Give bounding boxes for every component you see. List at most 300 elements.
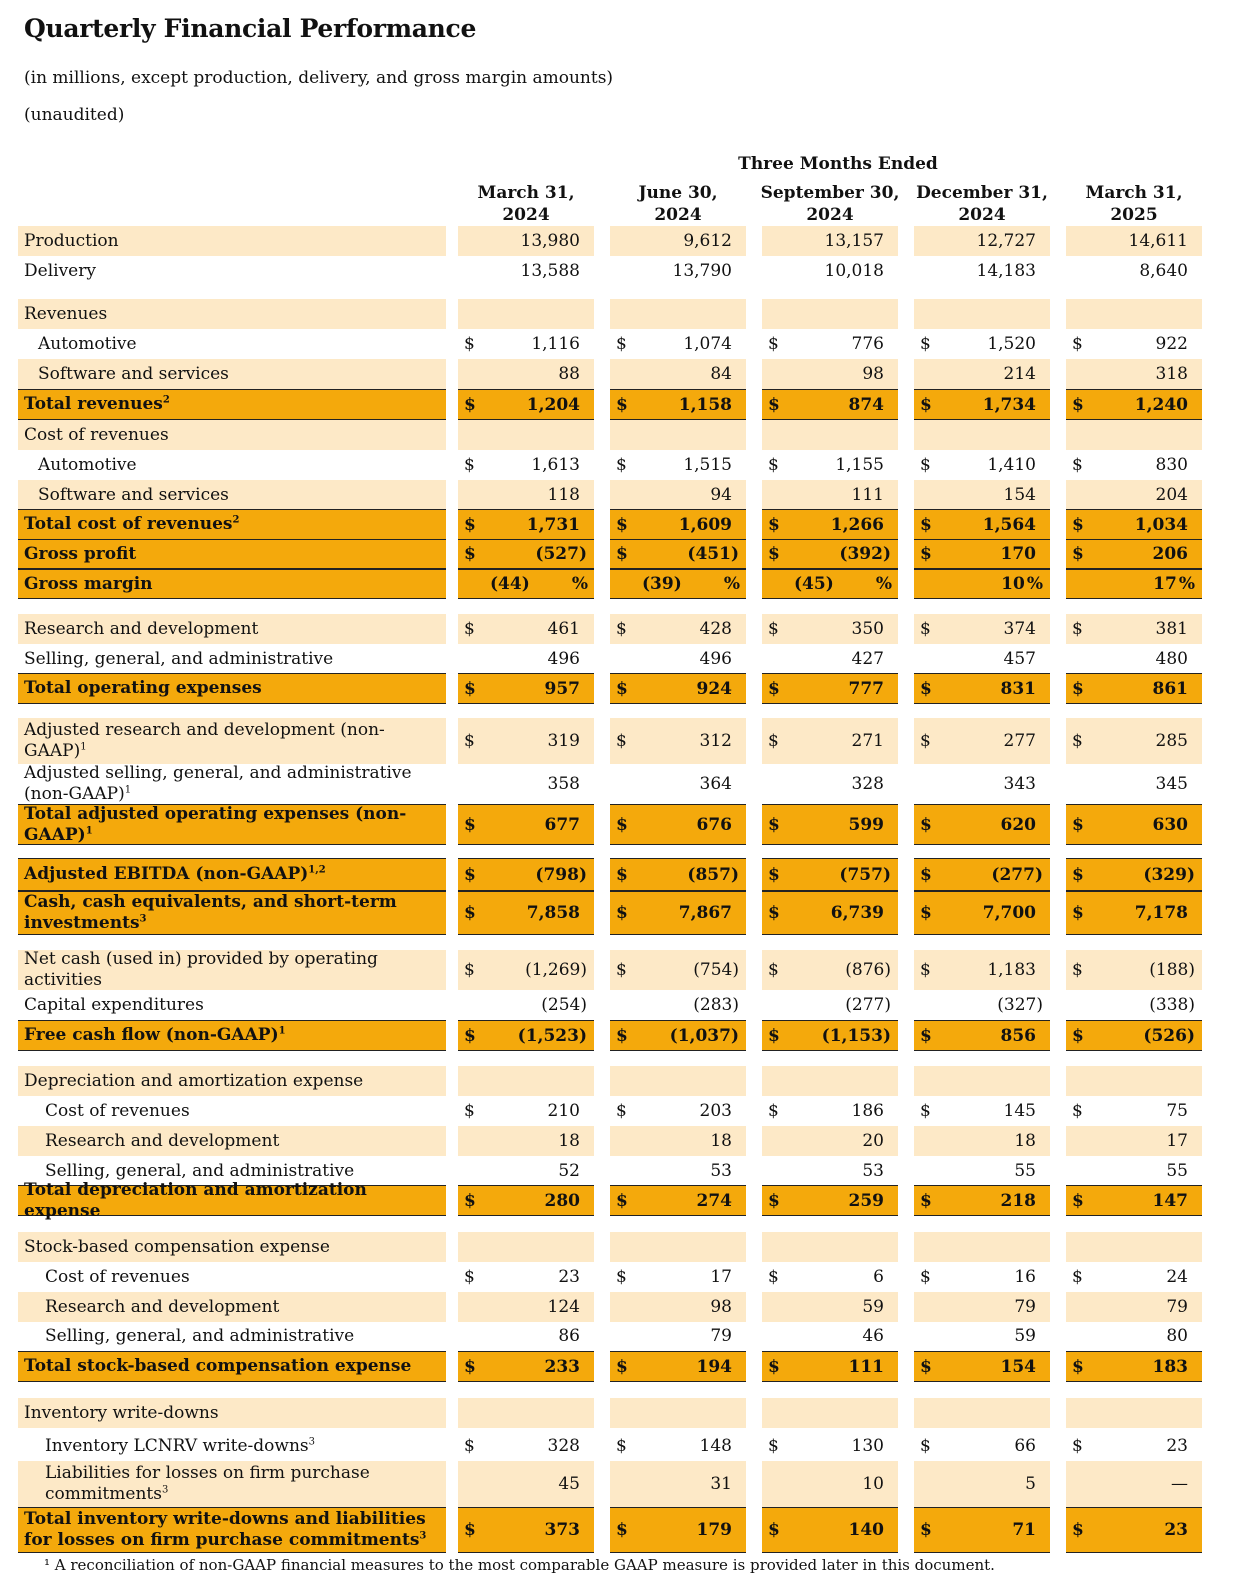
column-header bbox=[906, 182, 1058, 226]
table-row bbox=[0, 226, 1234, 256]
dollar-sign: $ bbox=[920, 1190, 932, 1211]
value-cell bbox=[914, 1096, 1050, 1126]
page-title: Quarterly Financial Performance bbox=[24, 14, 477, 43]
value-number: 59 bbox=[1014, 1326, 1036, 1346]
dollar-sign: $ bbox=[920, 1025, 932, 1046]
dollar-sign: $ bbox=[1072, 394, 1084, 415]
row-label bbox=[18, 420, 446, 450]
value-number: 776 bbox=[851, 334, 884, 354]
value-cell bbox=[914, 226, 1050, 256]
value-number: 18 bbox=[558, 1131, 580, 1151]
row-label bbox=[18, 1431, 446, 1461]
row-label-text: Cost of revenues bbox=[45, 1100, 190, 1121]
dollar-sign: $ bbox=[616, 334, 627, 354]
row-label-text: Total operating expenses bbox=[24, 678, 262, 698]
row-label-text: Research and development bbox=[45, 1130, 280, 1151]
row-label bbox=[18, 764, 446, 804]
dollar-sign: $ bbox=[920, 1436, 931, 1456]
dollar-sign: $ bbox=[1072, 731, 1083, 751]
dollar-sign: $ bbox=[920, 731, 931, 751]
row-label-text: Free cash flow (non-GAAP) bbox=[24, 1025, 279, 1045]
value-number: 80 bbox=[1166, 1326, 1188, 1346]
value-number: 18 bbox=[710, 1131, 732, 1151]
value-cell bbox=[914, 1156, 1050, 1186]
row-label bbox=[18, 256, 446, 286]
footnote-marker: 1 bbox=[85, 824, 93, 836]
dollar-sign: $ bbox=[616, 544, 628, 564]
footnote-marker: 1 bbox=[80, 741, 87, 753]
value-number: 1,155 bbox=[835, 455, 884, 475]
dollar-sign: $ bbox=[1072, 1436, 1083, 1456]
value-cell bbox=[1066, 569, 1202, 599]
dollar-sign: $ bbox=[616, 619, 627, 639]
dollar-sign: $ bbox=[464, 619, 475, 639]
value-number: (526) bbox=[1143, 1025, 1195, 1046]
value-cell bbox=[458, 1126, 594, 1156]
value-number: 676 bbox=[696, 814, 732, 835]
value-cell bbox=[610, 539, 746, 569]
row-label-text: Liabilities for losses on firm purchase commitments bbox=[45, 1463, 370, 1504]
value-cell bbox=[762, 450, 898, 480]
value-cell bbox=[762, 1398, 898, 1428]
value-number: 14,183 bbox=[976, 261, 1036, 281]
table-row bbox=[0, 891, 1234, 935]
value-number: 218 bbox=[1000, 1190, 1036, 1211]
row-label bbox=[18, 480, 446, 510]
value-number: 203 bbox=[699, 1101, 732, 1121]
column-header-date: March 31, bbox=[1085, 183, 1183, 203]
column-header-date: September 30, bbox=[760, 183, 900, 203]
dollar-sign: $ bbox=[616, 1025, 628, 1046]
value-number: 118 bbox=[547, 485, 580, 505]
row-label-text: Total inventory write-downs and liabilities for losses on firm purchase commitments bbox=[24, 1509, 426, 1550]
value-cell bbox=[762, 1066, 898, 1096]
value-cell bbox=[914, 1431, 1050, 1461]
value-cell bbox=[914, 450, 1050, 480]
dollar-sign: $ bbox=[920, 514, 932, 535]
value-number: (754) bbox=[693, 960, 739, 980]
value-cell bbox=[762, 1461, 898, 1507]
row-label bbox=[18, 1179, 446, 1221]
value-number: 79 bbox=[1166, 1297, 1188, 1317]
footnote: ¹ A reconciliation of non-GAAP financial measures to the most comparable GAAP measure is provided later in this document. bbox=[44, 1556, 995, 1574]
dollar-sign: $ bbox=[464, 814, 476, 835]
value-cell bbox=[1066, 256, 1202, 286]
value-number: 6 bbox=[873, 1267, 884, 1287]
value-cell bbox=[1066, 644, 1202, 674]
column-header bbox=[602, 182, 754, 226]
dollar-sign: $ bbox=[768, 903, 780, 923]
dollar-sign: $ bbox=[920, 1101, 931, 1121]
value-number: 7,858 bbox=[526, 903, 580, 923]
value-cell bbox=[458, 299, 594, 329]
dollar-sign: $ bbox=[616, 1190, 628, 1211]
table-row bbox=[0, 389, 1234, 420]
dollar-sign: $ bbox=[768, 1190, 780, 1211]
value-number: (392) bbox=[839, 544, 891, 564]
dollar-sign: $ bbox=[1072, 544, 1084, 564]
value-cell bbox=[1066, 420, 1202, 450]
value-number: 53 bbox=[710, 1161, 732, 1181]
value-cell bbox=[762, 329, 898, 359]
value-number: 1,158 bbox=[678, 394, 732, 415]
value-number: 46 bbox=[862, 1326, 884, 1346]
row-label bbox=[18, 1351, 446, 1382]
row-label bbox=[18, 539, 446, 569]
value-number: (876) bbox=[845, 960, 891, 980]
value-number: 677 bbox=[544, 814, 580, 835]
row-label bbox=[18, 1507, 446, 1553]
value-number: 924 bbox=[696, 678, 732, 699]
value-cell bbox=[762, 509, 898, 540]
value-cell bbox=[610, 359, 746, 389]
row-label bbox=[18, 858, 446, 891]
value-cell bbox=[762, 389, 898, 420]
table-row bbox=[0, 450, 1234, 480]
dollar-sign: $ bbox=[616, 731, 627, 751]
value-number: 6,739 bbox=[830, 903, 884, 923]
value-cell bbox=[914, 1126, 1050, 1156]
value-cell bbox=[762, 1185, 898, 1216]
dollar-sign: $ bbox=[768, 1436, 779, 1456]
value-cell bbox=[458, 1185, 594, 1216]
value-cell bbox=[458, 1262, 594, 1292]
row-label-text: Adjusted research and development (non-GAAP) bbox=[24, 720, 385, 761]
value-cell bbox=[610, 673, 746, 704]
value-number: (277) bbox=[991, 864, 1043, 885]
table-row bbox=[0, 1020, 1234, 1051]
table-row bbox=[0, 1398, 1234, 1428]
row-label bbox=[18, 329, 446, 359]
column-header-date: March 31, bbox=[477, 183, 575, 203]
value-number: 8,640 bbox=[1139, 261, 1188, 281]
value-cell bbox=[1066, 990, 1202, 1020]
dollar-sign: $ bbox=[920, 864, 932, 885]
value-cell bbox=[762, 226, 898, 256]
dollar-sign: $ bbox=[1072, 960, 1083, 980]
row-label-text: Total adjusted operating expenses (non-GAAP) bbox=[24, 803, 407, 845]
value-number: 233 bbox=[544, 1356, 580, 1377]
value-cell bbox=[1066, 1292, 1202, 1322]
value-number: 194 bbox=[696, 1356, 732, 1377]
value-cell bbox=[610, 614, 746, 644]
value-number: (327) bbox=[997, 995, 1043, 1015]
dollar-sign: $ bbox=[920, 619, 931, 639]
value-number: (329) bbox=[1143, 864, 1195, 885]
value-cell bbox=[762, 1292, 898, 1322]
value-number: 345 bbox=[1155, 774, 1188, 794]
row-label bbox=[18, 569, 446, 599]
value-number: 1,609 bbox=[678, 514, 732, 535]
footnote-marker: 1 bbox=[124, 784, 132, 796]
row-label-text: Cost of revenues bbox=[24, 424, 169, 445]
value-number: 496 bbox=[547, 649, 580, 669]
value-number: 75 bbox=[1166, 1101, 1188, 1121]
dollar-sign: $ bbox=[616, 394, 628, 415]
dollar-sign: $ bbox=[1072, 864, 1084, 885]
value-cell bbox=[914, 1461, 1050, 1507]
value-cell bbox=[610, 509, 746, 540]
value-cell bbox=[762, 299, 898, 329]
column-header bbox=[450, 182, 602, 226]
value-cell bbox=[458, 718, 594, 764]
row-label-text: Total revenues bbox=[24, 394, 163, 414]
percent-value bbox=[1001, 570, 1043, 598]
value-cell bbox=[914, 569, 1050, 599]
dollar-sign: $ bbox=[464, 1267, 475, 1287]
value-number: 1,564 bbox=[982, 514, 1036, 535]
value-cell bbox=[1066, 891, 1202, 935]
value-number: 88 bbox=[558, 364, 580, 384]
value-cell bbox=[1066, 1507, 1202, 1553]
dollar-sign: $ bbox=[464, 334, 475, 354]
value-cell bbox=[762, 1156, 898, 1186]
value-cell bbox=[610, 718, 746, 764]
value-cell bbox=[762, 614, 898, 644]
value-cell bbox=[610, 1096, 746, 1126]
value-number: 13,980 bbox=[520, 231, 580, 251]
value-number: (1,037) bbox=[669, 1025, 739, 1046]
value-cell bbox=[1066, 1066, 1202, 1096]
value-number: 274 bbox=[696, 1190, 732, 1211]
table-row bbox=[0, 1262, 1234, 1292]
value-number: 343 bbox=[1003, 774, 1036, 794]
value-cell bbox=[762, 673, 898, 704]
value-number: 24 bbox=[1166, 1267, 1188, 1287]
dollar-sign: $ bbox=[464, 960, 475, 980]
footnote-marker: 1 bbox=[278, 1025, 286, 1037]
value-number: 373 bbox=[544, 1520, 580, 1540]
value-number: 53 bbox=[862, 1161, 884, 1181]
value-cell bbox=[914, 950, 1050, 990]
dollar-sign: $ bbox=[768, 678, 780, 699]
row-label-text: Gross profit bbox=[24, 543, 137, 564]
value-cell bbox=[914, 1398, 1050, 1428]
value-cell bbox=[914, 1321, 1050, 1351]
table-row bbox=[0, 569, 1234, 599]
value-cell bbox=[458, 1156, 594, 1186]
value-number: 1,613 bbox=[531, 455, 580, 475]
value-cell bbox=[1066, 509, 1202, 540]
value-cell bbox=[1066, 1262, 1202, 1292]
value-cell bbox=[458, 539, 594, 569]
value-number: 1,410 bbox=[987, 455, 1036, 475]
table-row bbox=[0, 1321, 1234, 1351]
value-number: 1,034 bbox=[1134, 514, 1188, 535]
value-cell bbox=[914, 673, 1050, 704]
value-number: 427 bbox=[851, 649, 884, 669]
row-label bbox=[18, 1096, 446, 1126]
value-cell bbox=[762, 718, 898, 764]
value-number: 259 bbox=[848, 1190, 884, 1211]
value-number: 428 bbox=[699, 619, 732, 639]
value-cell bbox=[1066, 1156, 1202, 1186]
row-label-text: Revenues bbox=[24, 303, 108, 324]
dollar-sign: $ bbox=[1072, 1356, 1084, 1377]
column-header-year: 2024 bbox=[806, 205, 854, 225]
value-number: 31 bbox=[710, 1474, 732, 1494]
value-number: 1,266 bbox=[830, 514, 884, 535]
row-label bbox=[18, 509, 446, 540]
table-row bbox=[0, 539, 1234, 569]
row-label-text: Automotive bbox=[38, 454, 137, 475]
value-number: 271 bbox=[851, 731, 884, 751]
value-cell bbox=[762, 539, 898, 569]
table-row bbox=[0, 1351, 1234, 1382]
column-header-year: 2024 bbox=[502, 205, 550, 225]
value-number: 23 bbox=[558, 1267, 580, 1287]
value-cell bbox=[1066, 1020, 1202, 1051]
value-number: 461 bbox=[547, 619, 580, 639]
table-row bbox=[0, 1232, 1234, 1262]
value-number: 210 bbox=[547, 1101, 580, 1121]
value-cell bbox=[914, 718, 1050, 764]
value-cell bbox=[610, 804, 746, 845]
value-cell bbox=[610, 1351, 746, 1382]
dollar-sign: $ bbox=[616, 864, 628, 885]
row-label-text: Adjusted selling, general, and administrative (non-GAAP) bbox=[24, 763, 412, 804]
table-row bbox=[0, 858, 1234, 891]
value-number: 874 bbox=[848, 394, 884, 415]
value-number: 1,116 bbox=[531, 334, 580, 354]
value-number: 154 bbox=[1003, 485, 1036, 505]
dollar-sign: $ bbox=[768, 1101, 779, 1121]
row-label bbox=[18, 1262, 446, 1292]
dollar-sign: $ bbox=[768, 619, 779, 639]
value-cell bbox=[1066, 480, 1202, 510]
value-cell bbox=[762, 1262, 898, 1292]
dollar-sign: $ bbox=[768, 1025, 780, 1046]
row-label-text: Total depreciation and amortization expense bbox=[24, 1179, 367, 1221]
value-cell bbox=[458, 858, 594, 891]
value-cell bbox=[458, 804, 594, 845]
dollar-sign: $ bbox=[768, 864, 780, 885]
value-number: 179 bbox=[696, 1520, 732, 1540]
column-header-year: 2025 bbox=[1110, 205, 1158, 225]
value-cell bbox=[914, 858, 1050, 891]
dollar-sign: $ bbox=[768, 394, 780, 415]
value-cell bbox=[458, 1321, 594, 1351]
value-cell bbox=[458, 1431, 594, 1461]
row-label-text: Research and development bbox=[45, 1296, 280, 1317]
value-cell bbox=[610, 950, 746, 990]
value-number: 457 bbox=[1003, 649, 1036, 669]
value-cell bbox=[762, 420, 898, 450]
value-number: 12,727 bbox=[976, 231, 1036, 251]
dollar-sign: $ bbox=[616, 903, 628, 923]
value-number: 52 bbox=[558, 1161, 580, 1181]
dollar-sign: $ bbox=[768, 1267, 779, 1287]
value-cell bbox=[610, 990, 746, 1020]
dollar-sign: $ bbox=[1072, 1025, 1084, 1046]
dollar-sign: $ bbox=[1072, 1520, 1084, 1540]
value-cell bbox=[914, 614, 1050, 644]
table-row bbox=[0, 673, 1234, 704]
value-number: 17 bbox=[1153, 574, 1177, 594]
row-label-text: Adjusted EBITDA (non-GAAP) bbox=[24, 864, 309, 884]
value-number: 98 bbox=[710, 1297, 732, 1317]
row-label-text: Automotive bbox=[38, 333, 137, 354]
table-row bbox=[0, 509, 1234, 540]
value-number: 957 bbox=[544, 678, 580, 699]
row-label-text: Cost of revenues bbox=[45, 1266, 190, 1287]
value-cell bbox=[914, 990, 1050, 1020]
value-number: (45) bbox=[794, 574, 834, 594]
value-number: 620 bbox=[1000, 814, 1036, 835]
footnote-marker: 2 bbox=[162, 394, 170, 406]
value-cell bbox=[610, 1507, 746, 1553]
value-number: 10 bbox=[862, 1474, 884, 1494]
value-number: 124 bbox=[547, 1297, 580, 1317]
value-cell bbox=[610, 1262, 746, 1292]
row-label bbox=[18, 1461, 446, 1507]
dollar-sign: $ bbox=[464, 455, 475, 475]
value-cell bbox=[1066, 764, 1202, 804]
value-cell bbox=[1066, 450, 1202, 480]
value-cell bbox=[610, 764, 746, 804]
value-cell bbox=[762, 569, 898, 599]
row-label-text: Software and services bbox=[38, 484, 229, 505]
dollar-sign: $ bbox=[920, 1356, 932, 1377]
value-cell bbox=[1066, 858, 1202, 891]
dollar-sign: $ bbox=[920, 455, 931, 475]
dollar-sign: $ bbox=[1072, 1190, 1084, 1211]
value-cell bbox=[458, 226, 594, 256]
row-label-text: Delivery bbox=[24, 260, 96, 281]
value-cell bbox=[458, 644, 594, 674]
dollar-sign: $ bbox=[768, 544, 780, 564]
value-cell bbox=[762, 891, 898, 935]
row-label bbox=[18, 804, 446, 845]
row-label-text: Gross margin bbox=[24, 573, 153, 594]
value-cell bbox=[914, 1020, 1050, 1051]
value-cell bbox=[458, 673, 594, 704]
dollar-sign: $ bbox=[768, 814, 780, 835]
row-label-text: Cash, cash equivalents, and short-term investments bbox=[24, 892, 397, 933]
value-cell bbox=[762, 950, 898, 990]
value-cell bbox=[1066, 1431, 1202, 1461]
percent-sign: % bbox=[723, 574, 740, 594]
row-label-text: Software and services bbox=[38, 363, 229, 384]
table-row bbox=[0, 1096, 1234, 1126]
value-number: 20 bbox=[862, 1131, 884, 1151]
value-cell bbox=[458, 420, 594, 450]
value-cell bbox=[458, 389, 594, 420]
units-subtitle: (in millions, except production, delivery, and gross margin amounts) bbox=[24, 68, 614, 88]
value-cell bbox=[762, 990, 898, 1020]
value-number: 94 bbox=[710, 485, 732, 505]
value-number: 1,520 bbox=[987, 334, 1036, 354]
value-cell bbox=[1066, 950, 1202, 990]
value-cell bbox=[458, 1096, 594, 1126]
value-number: 277 bbox=[1003, 731, 1036, 751]
value-cell bbox=[610, 1292, 746, 1322]
value-cell bbox=[610, 1431, 746, 1461]
row-label bbox=[18, 614, 446, 644]
value-cell bbox=[1066, 804, 1202, 845]
value-cell bbox=[914, 1185, 1050, 1216]
value-cell bbox=[762, 858, 898, 891]
value-cell bbox=[458, 1507, 594, 1553]
table-row bbox=[0, 1292, 1234, 1322]
value-cell bbox=[458, 1066, 594, 1096]
value-cell bbox=[458, 1351, 594, 1382]
column-header bbox=[1058, 182, 1210, 226]
table-row bbox=[0, 950, 1234, 990]
table-row bbox=[0, 1126, 1234, 1156]
dollar-sign: $ bbox=[920, 1267, 931, 1287]
value-number: 45 bbox=[558, 1474, 580, 1494]
